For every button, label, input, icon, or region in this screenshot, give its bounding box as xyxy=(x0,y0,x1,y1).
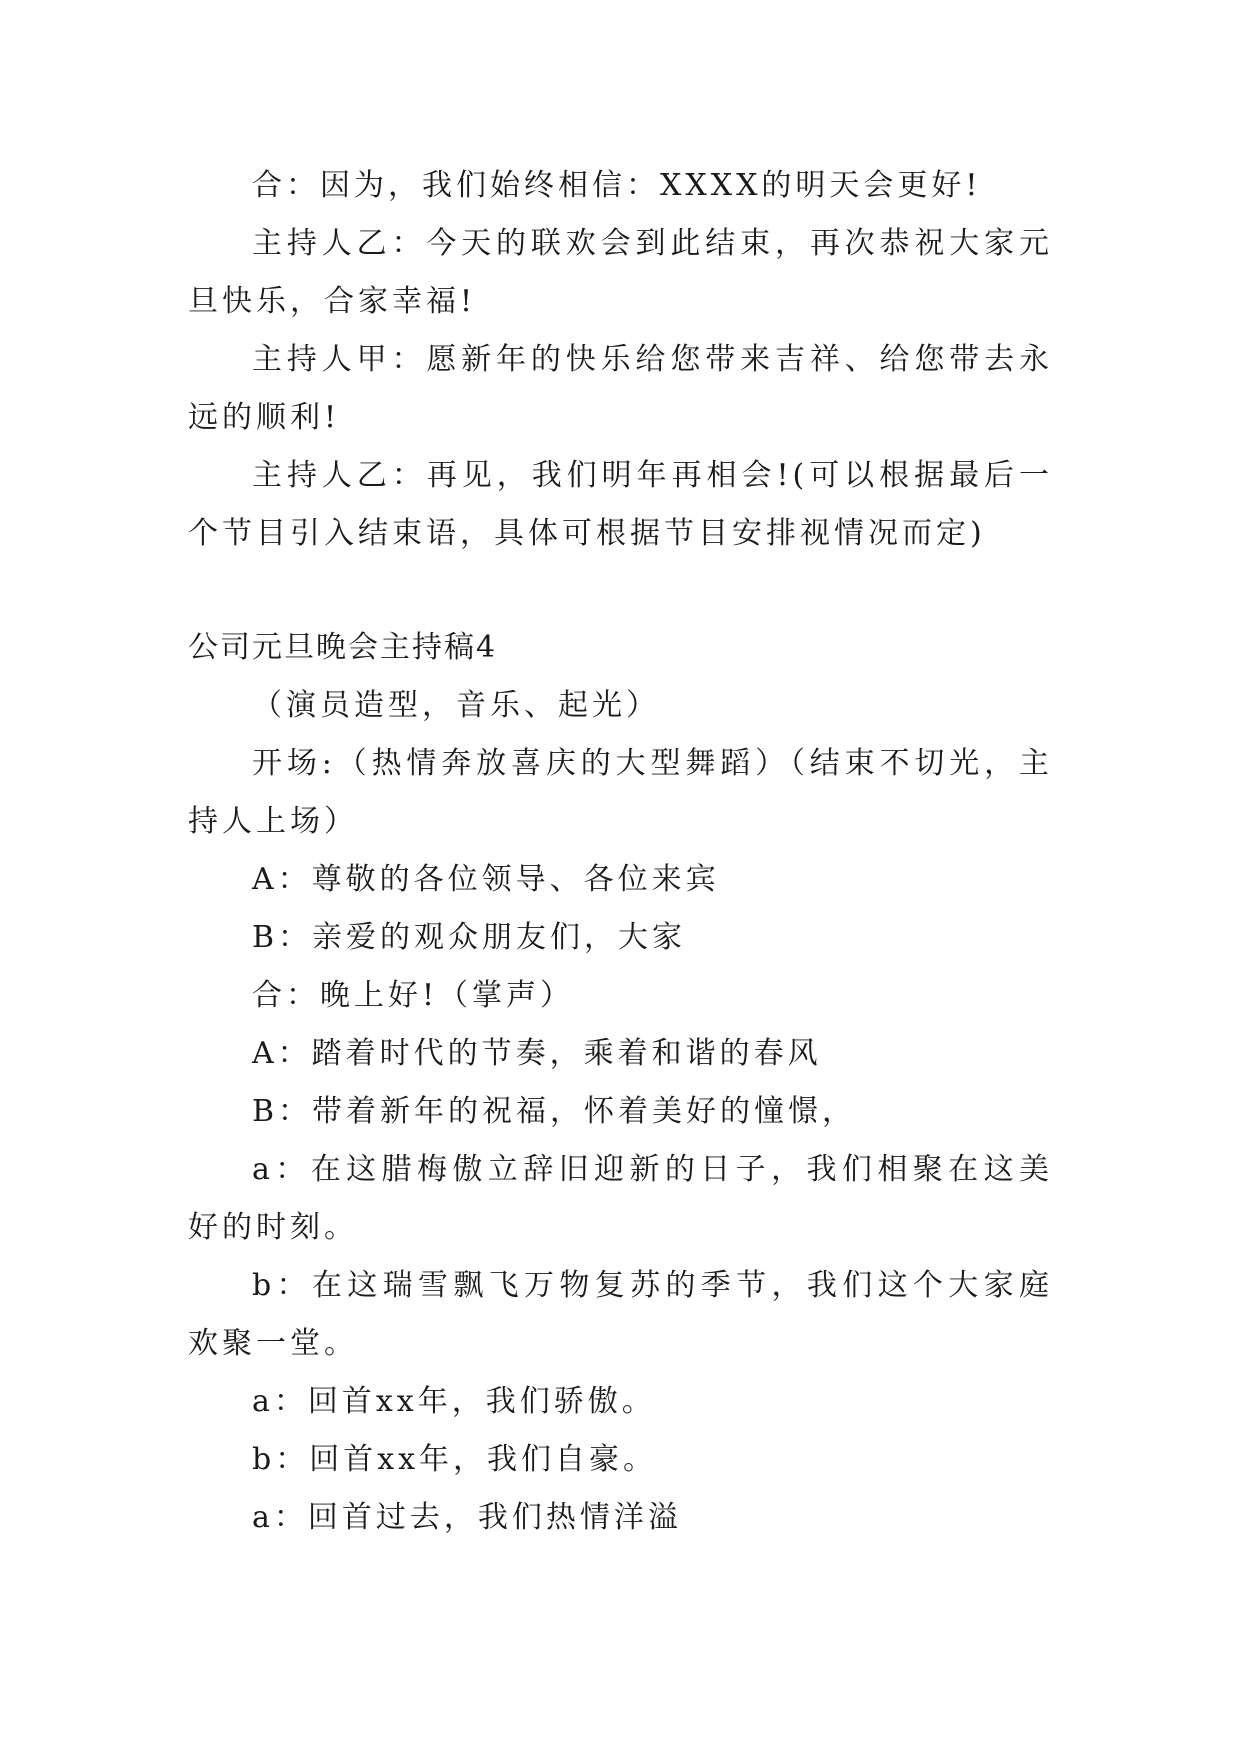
section-spacer xyxy=(188,563,1053,619)
paragraph: a：在这腊梅傲立辞旧迎新的日子，我们相聚在这美好的时刻。 xyxy=(188,1152,1053,1245)
paragraph: 合：因为，我们始终相信：XXXX的明天会更好! xyxy=(252,168,982,203)
paragraph: A：踏着时代的节奏，乘着和谐的春风 xyxy=(252,1036,822,1071)
section-title: 公司元旦晚会主持稿4 xyxy=(188,630,498,665)
paragraph: 主持人乙：再见，我们明年再相会!(可以根据最后一个节目引入结束语，具体可根据节目安排视情况而定) xyxy=(188,458,1053,551)
document-body xyxy=(188,157,1053,1547)
paragraph: 主持人乙：今天的联欢会到此结束，再次恭祝大家元旦快乐，合家幸福! xyxy=(188,226,1053,319)
paragraph: （演员造型，音乐、起光） xyxy=(252,688,660,723)
paragraph: 开场:（热情奔放喜庆的大型舞蹈）（结束不切光，主持人上场） xyxy=(188,746,1053,839)
paragraph: A：尊敬的各位领导、各位来宾 xyxy=(252,862,720,897)
paragraph: b：回首xx年，我们自豪。 xyxy=(252,1442,658,1477)
paragraph: a：回首xx年，我们骄傲。 xyxy=(252,1384,656,1419)
paragraph: B：带着新年的祝福，怀着美好的憧憬， xyxy=(252,1094,857,1129)
paragraph: a：回首过去，我们热情洋溢 xyxy=(252,1500,682,1535)
paragraph: b：在这瑞雪飘飞万物复苏的季节，我们这个大家庭欢聚一堂。 xyxy=(188,1268,1053,1361)
paragraph: 主持人甲：愿新年的快乐给您带来吉祥、给您带去永远的顺利! xyxy=(188,342,1053,435)
paragraph: B：亲爱的观众朋友们，大家 xyxy=(252,920,687,955)
paragraph: 合：晚上好!（掌声） xyxy=(252,978,575,1013)
